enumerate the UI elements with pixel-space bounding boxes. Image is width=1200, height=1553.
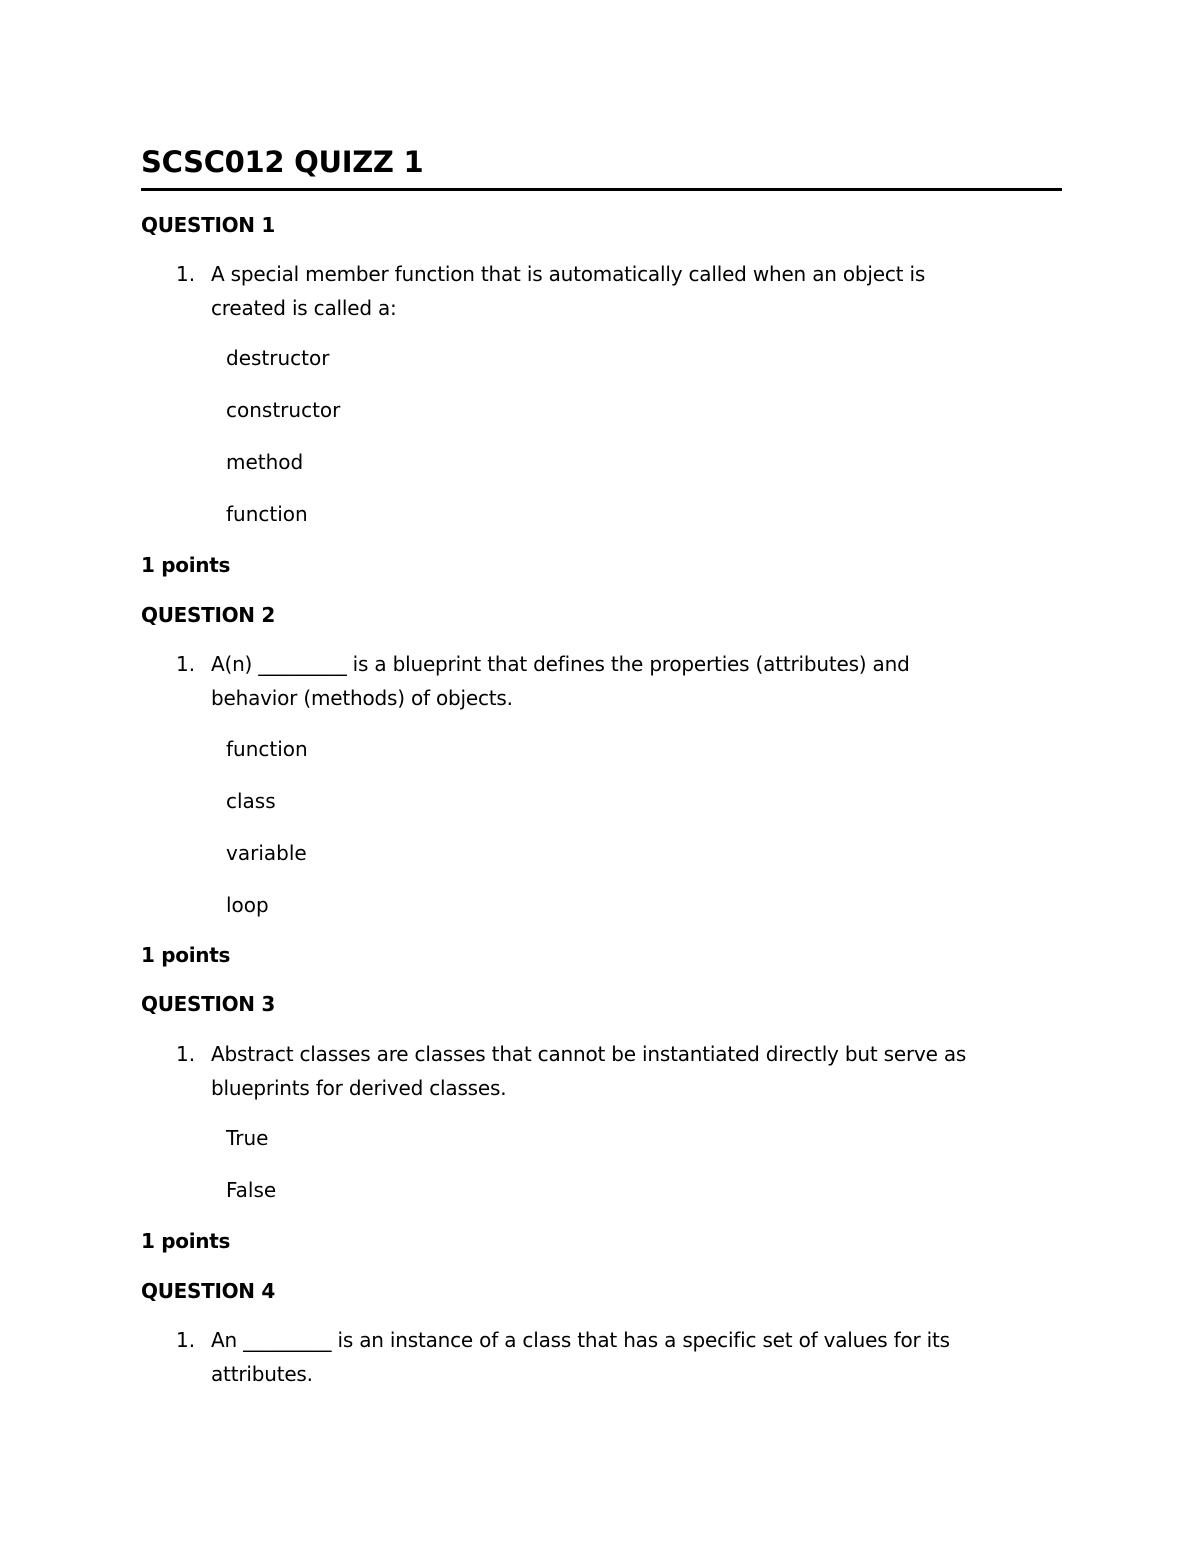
question-text	[211, 257, 1071, 325]
question-heading: QUESTION 4	[141, 1279, 276, 1303]
question-heading: QUESTION 2	[141, 603, 276, 627]
question-heading: QUESTION 1	[141, 213, 276, 237]
question-number: 1.	[176, 652, 196, 676]
answer-option[interactable]: loop	[226, 893, 269, 917]
answer-option[interactable]: variable	[226, 841, 307, 865]
answer-option[interactable]: True	[226, 1126, 269, 1150]
question-text-line: created is called a:	[211, 296, 397, 320]
question-heading: QUESTION 3	[141, 992, 276, 1016]
question-points: 1 points	[141, 1229, 231, 1253]
answer-option[interactable]: function	[226, 737, 308, 761]
question-text-line: blueprints for derived classes.	[211, 1076, 507, 1100]
answer-option[interactable]: constructor	[226, 398, 341, 422]
title-divider	[141, 188, 1062, 191]
question-points: 1 points	[141, 553, 231, 577]
question-number: 1.	[176, 1328, 196, 1352]
question-text	[211, 1037, 1071, 1105]
answer-option[interactable]: function	[226, 502, 308, 526]
answer-option[interactable]: destructor	[226, 346, 330, 370]
question-number: 1.	[176, 1042, 196, 1066]
question-number: 1.	[176, 262, 196, 286]
question-text-line: Abstract classes are classes that cannot be instantiated directly but serve as	[211, 1042, 967, 1066]
question-text	[211, 1323, 1071, 1391]
question-text-line: attributes.	[211, 1362, 313, 1386]
question-text-line: behavior (methods) of objects.	[211, 686, 513, 710]
question-points: 1 points	[141, 943, 231, 967]
answer-option[interactable]: False	[226, 1178, 277, 1202]
question-text-line: A special member function that is automatically called when an object is	[211, 262, 926, 286]
question-text	[211, 647, 1071, 715]
question-text-line: An _________ is an instance of a class that has a specific set of values for its	[211, 1328, 950, 1352]
answer-option[interactable]: method	[226, 450, 304, 474]
document-title: SCSC012 QUIZZ 1	[141, 145, 424, 179]
answer-option[interactable]: class	[226, 789, 276, 813]
question-text-line: A(n) _________ is a blueprint that defines the properties (attributes) and	[211, 652, 910, 676]
